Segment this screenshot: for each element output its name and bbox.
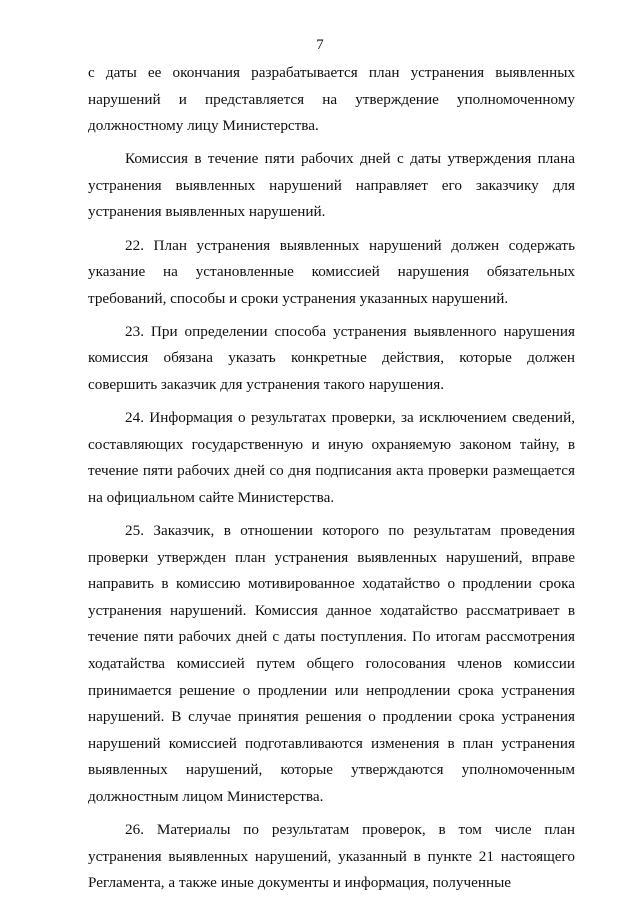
paragraph-clause-23: 23. При определении способа устранения выявленного нарушения комиссия обязана указать конкретные действия, которые должен совершить заказчик для устранения такого нарушения.	[88, 322, 575, 394]
page-number: 7	[316, 37, 324, 53]
paragraph-clause-24: 24. Информация о результатах проверки, за исключением сведений, составляющих государственную и иную охраняемую законом тайну, в течение пяти рабочих дней со дня подписания акта проверки размещается на официальном сайте Министерства.	[88, 409, 575, 506]
paragraph-clause-22: 22. План устранения выявленных нарушений должен содержать указание на установленные комиссией нарушения обязательных требований, способы и сроки устранения указанных нарушений.	[88, 236, 575, 307]
paragraph-commission-plan: Комиссия в течение пяти рабочих дней с даты утверждения плана устранения выявленных нарушений направляет его заказчику для устранения выявленных нарушений.	[88, 150, 575, 221]
paragraph-clause-26: 26. Материалы по результатам проверок, в том числе план устранения выявленных нарушений, указанный в пункте 21 настоящего Регламента, а также иные документы и информация, полученные	[88, 821, 575, 892]
paragraph-continuation: с даты ее окончания разрабатывается план устранения выявленных нарушений и представляется на утверждение уполномоченному должностному лицу Министерства.	[88, 64, 575, 135]
document-body	[88, 60, 575, 897]
paragraph-clause-25: 25. Заказчик, в отношении которого по результатам проведения проверки утвержден план устранения выявленных нарушений, вправе направить в комиссию мотивированное ходатайство о продлении срока устранения нарушений. Комиссия данное ходатайство рассматривает в течение пяти рабочих дней с даты поступления. По итогам рассмотрения ходатайства комиссией путем общего голосования членов комиссии принимается решение о продлении или непродлении срока устранения нарушений. В случае принятия решения о продлении срока устранения нарушений комиссией подготавливаются изменения в план устранения выявленных нарушений, которые утверждаются уполномоченным должностным лицом Министерства.	[88, 522, 575, 805]
